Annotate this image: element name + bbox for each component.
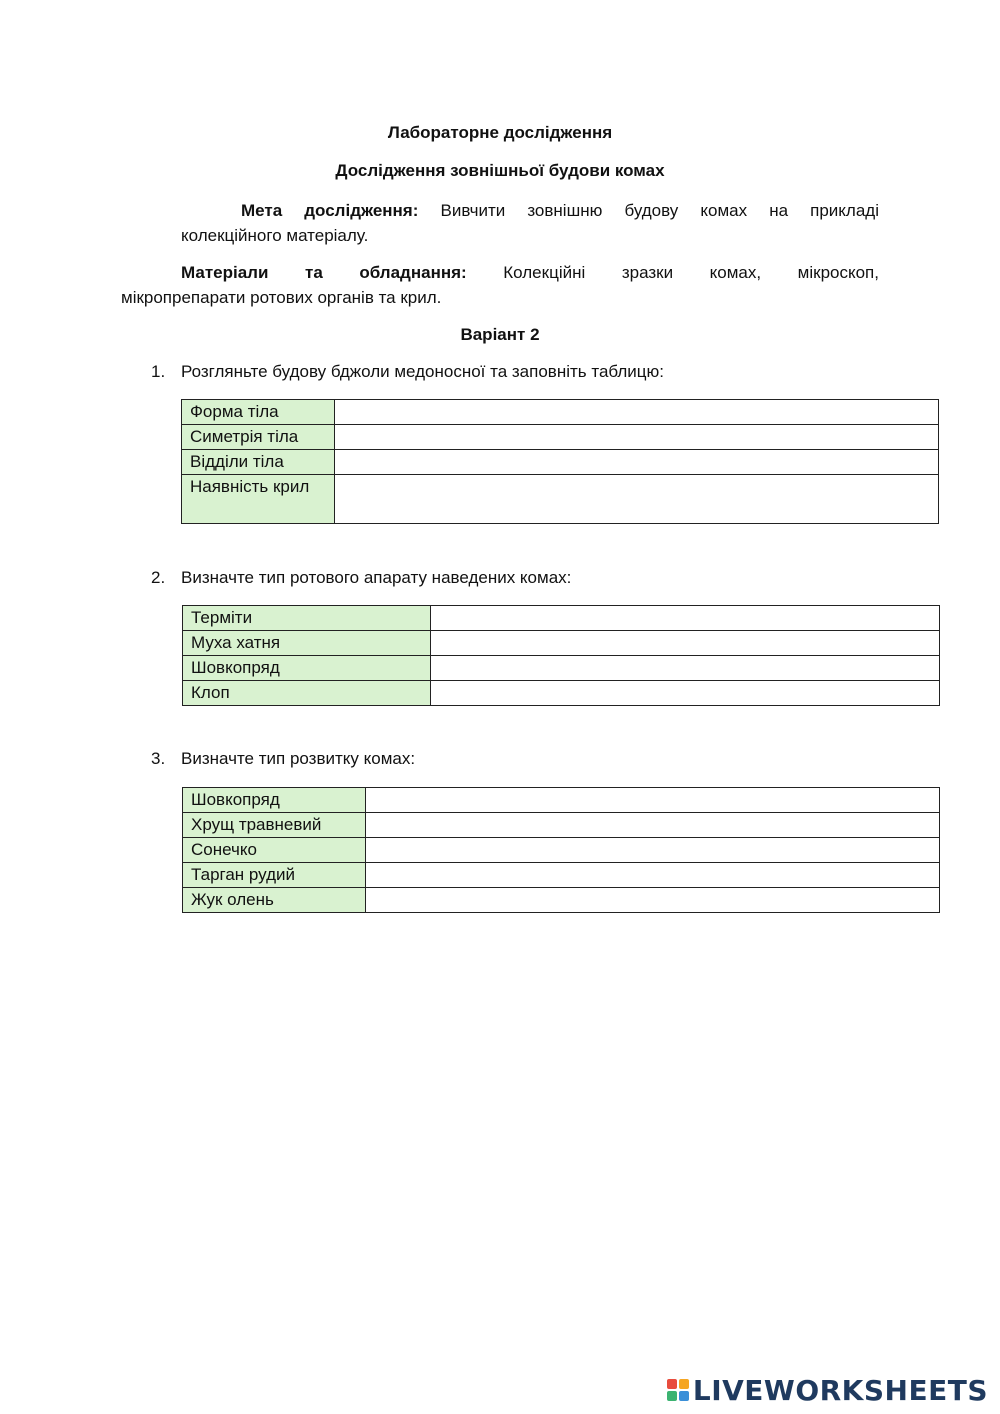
row-label: Тарган рудий xyxy=(183,863,366,888)
question-1 xyxy=(151,362,664,382)
row-label: Жук олень xyxy=(183,888,366,913)
row-label: Відділи тіла xyxy=(182,450,335,475)
row-label: Шовкопряд xyxy=(183,656,431,681)
table-row xyxy=(183,606,940,631)
answer-field[interactable] xyxy=(335,450,939,475)
materials-label: Матеріали та обладнання: xyxy=(181,263,467,282)
table-row xyxy=(183,863,940,888)
row-label: Терміти xyxy=(183,606,431,631)
question-text: Визначте тип розвитку комах: xyxy=(181,749,416,768)
liveworksheets-logo xyxy=(667,1373,988,1407)
row-label: Муха хатня xyxy=(183,631,431,656)
logo-block xyxy=(679,1379,689,1389)
table-row xyxy=(182,400,939,425)
table-row xyxy=(183,813,940,838)
table-row xyxy=(183,656,940,681)
answer-field[interactable] xyxy=(431,656,940,681)
row-label: Хрущ травневий xyxy=(183,813,366,838)
goal-text-line2: колекційного матеріалу. xyxy=(181,226,369,245)
bee-structure-table xyxy=(181,399,939,524)
answer-field[interactable] xyxy=(335,425,939,450)
question-number: 2. xyxy=(151,568,166,587)
row-label: Форма тіла xyxy=(182,400,335,425)
question-2 xyxy=(151,568,571,588)
question-number: 1. xyxy=(151,362,166,381)
materials-text-line1: Колекційні зразки комах, мікроскоп, xyxy=(503,263,879,282)
table-row xyxy=(182,450,939,475)
answer-field[interactable] xyxy=(431,681,940,706)
answer-field[interactable] xyxy=(335,400,939,425)
answer-field[interactable] xyxy=(366,863,940,888)
row-label: Наявність крил xyxy=(182,475,335,524)
materials-text-line2: мікропрепарати ротових органів та крил. xyxy=(121,288,442,307)
table-row xyxy=(183,631,940,656)
logo-wordmark: LIVEWORKSHEETS xyxy=(692,1373,988,1407)
goal-label: Мета дослідження: xyxy=(241,201,419,220)
logo-block xyxy=(679,1391,689,1401)
answer-field[interactable] xyxy=(366,788,940,813)
answer-field[interactable] xyxy=(366,813,940,838)
table-row xyxy=(182,475,939,524)
logo-blocks-icon xyxy=(667,1379,689,1401)
answer-field[interactable] xyxy=(366,888,940,913)
materials-paragraph xyxy=(121,260,879,310)
row-label: Сонечко xyxy=(183,838,366,863)
table-row xyxy=(183,788,940,813)
answer-field[interactable] xyxy=(335,475,939,524)
mouthparts-table xyxy=(182,605,940,706)
answer-field[interactable] xyxy=(431,606,940,631)
goal-text-line1: Вивчити зовнішню будову комах на прикладі xyxy=(440,201,880,220)
question-text: Розгляньте будову бджоли медоносної та заповніть таблицю: xyxy=(181,362,664,381)
table-row xyxy=(183,681,940,706)
goal-paragraph xyxy=(181,198,879,248)
development-type-table xyxy=(182,787,940,913)
page-title: Лабораторне дослідження xyxy=(387,123,613,142)
row-label: Симетрія тіла xyxy=(182,425,335,450)
question-3 xyxy=(151,749,415,769)
answer-field[interactable] xyxy=(366,838,940,863)
row-label: Шовкопряд xyxy=(183,788,366,813)
question-text: Визначте тип ротового апарату наведених комах: xyxy=(181,568,572,587)
logo-block xyxy=(667,1379,677,1389)
page-subtitle: Дослідження зовнішньої будови комах xyxy=(335,161,665,180)
variant-heading: Варіант 2 xyxy=(460,325,540,344)
table-row xyxy=(182,425,939,450)
row-label: Клоп xyxy=(183,681,431,706)
table-row xyxy=(183,838,940,863)
question-number: 3. xyxy=(151,749,166,768)
table-row xyxy=(183,888,940,913)
logo-block xyxy=(667,1391,677,1401)
answer-field[interactable] xyxy=(431,631,940,656)
